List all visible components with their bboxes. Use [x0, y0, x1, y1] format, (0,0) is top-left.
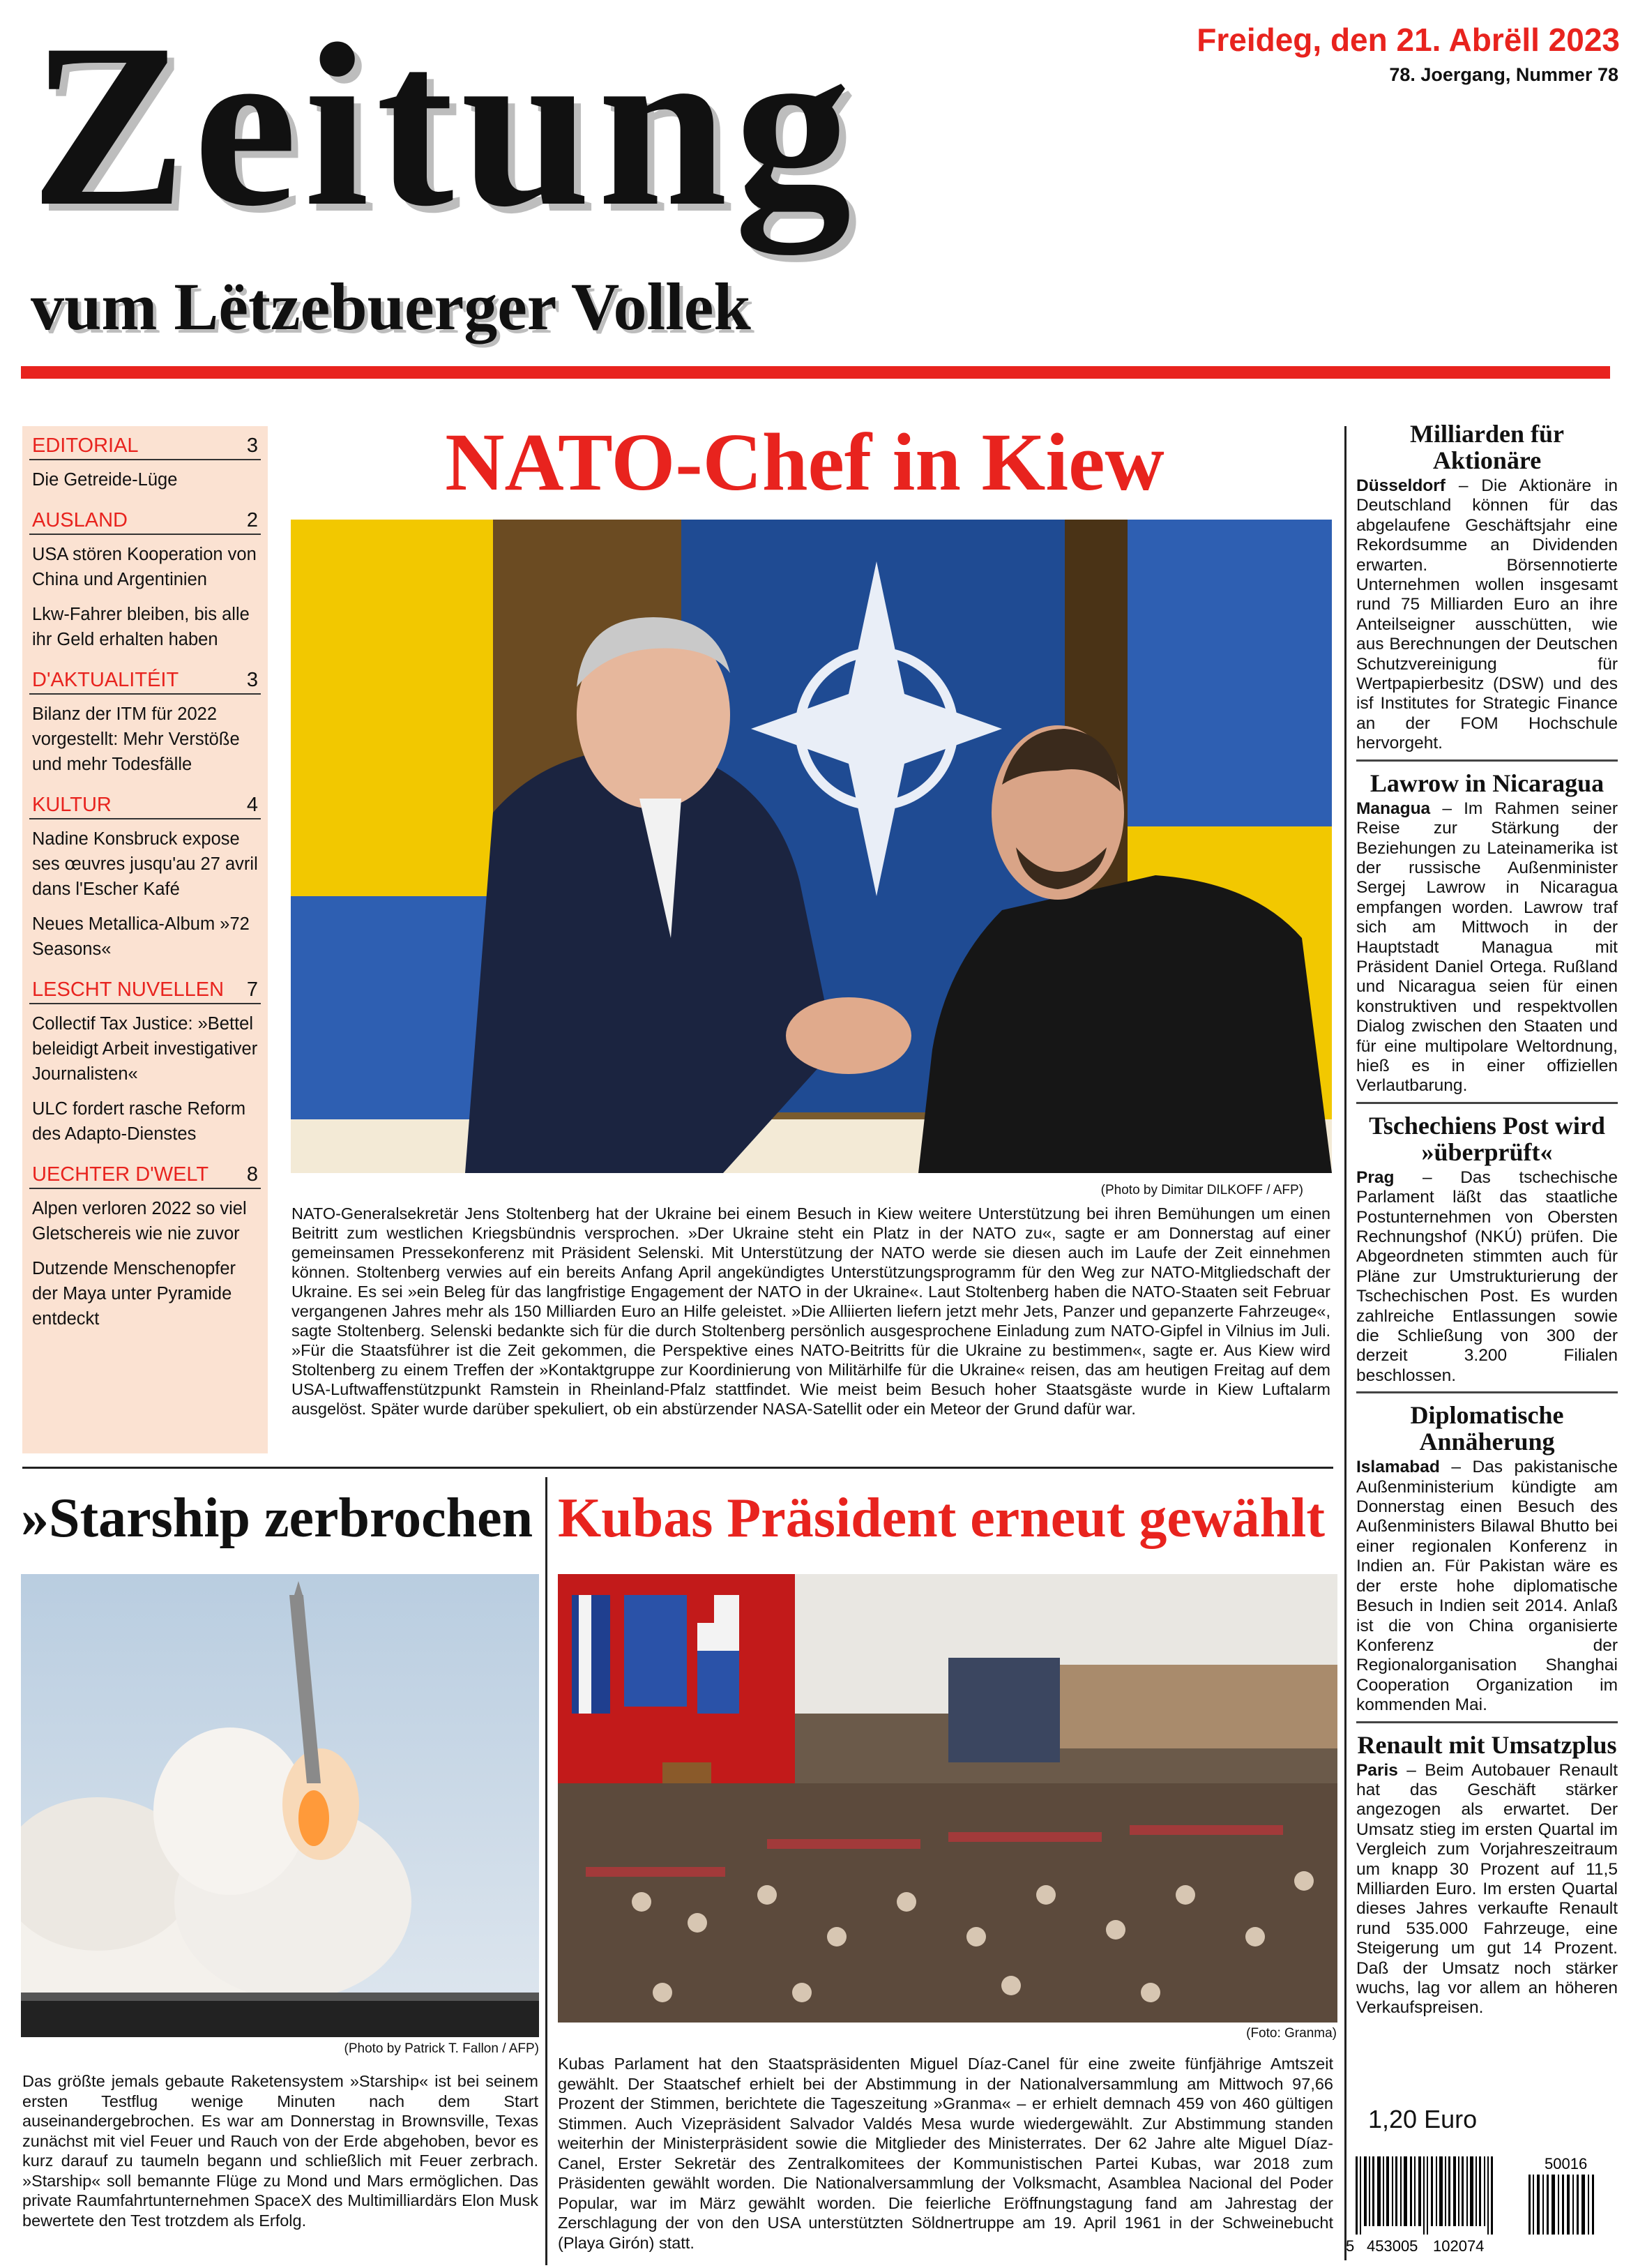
masthead-rule: [21, 366, 1610, 379]
barcode-addon: 50016: [1545, 2155, 1588, 2172]
brief: [1356, 770, 1618, 1104]
index-item[interactable]: Neues Metallica-Album »72 Seasons«: [32, 914, 250, 959]
section-divider: [22, 1467, 1333, 1469]
brief: [1356, 1732, 1618, 2024]
brief-text: [1356, 799, 1618, 1096]
index-page-number: 2: [246, 509, 258, 531]
lead-body: NATO-Generalsekretär Jens Stoltenberg hat der Ukraine bei einem Besuch in Kiew weitere Unterstützung bei ihren Bemühungen um einen Beitritt zum westlichen Kriegsbündnis versprochen. »Der Ukraine steht ein Platz in der NATO zu«, sagte er am Donnerstag auf einer gemeinsamen Pressekonferenz mit Präsident Selenski. Mit Unterstützung der NATO werde sie diesen auch im Laufe der Zeit einnehmen können. Stoltenberg verwies auf ein bereits Anfang April angekündigtes Unterstützungsprogramm für den Weg zur NATO-Mitgliedschaft der Ukraine. Es sei »ein Beleg für das langfristige Engagement der NATO in der Ukraine«. Laut Stoltenberg haben die NATO-Staaten seit Februar vergangenen Jahres mehr als 150 Milliarden Euro an Hilfe geleistet. »Die Alliierten liefern jetzt mehr Jets, Panzer und gepanzerte Fahrzeuge«, sagte Stoltenberg. Selenski bedankte sich für die durch Stoltenberg persönlich ausgesprochene Einladung zum NATO-Gipfel in Vilnius im Juli. »Für die Staatsführer ist die Zeit gekommen, die Perspektive eines NATO-Beitritts für die Ukraine zu bestimmen«, sagte er. Aus Kiew wird Stoltenberg zu einem Treffen der »Kontaktgruppe zur Koordinierung von Militärhilfe für die Ukraine« reisen, das am heutigen Freitag auf dem USA-Luftwaffenstützpunkt Ramstein in Rheinland-Pfalz stattfindet. Wie meist beim Besuch hoher Staatsgäste wurde in Kiew Luftalarm ausgelöst. Später wurde darüber spekuliert, ob ein abstürzender NASA-Satellit oder ein Meteor der Grund dafür war.: [291, 1204, 1330, 1418]
brief-headline[interactable]: Tschechiens Post wird »überprüft«: [1369, 1111, 1605, 1166]
brief-dateline: Düsseldorf: [1356, 476, 1446, 495]
brief-body: – Das pakistanische Außenministerium kündigte am Donnerstag einen Besuch des Außenministers Bilawal Bhutto bei einer regionalen Konferenz in Indien an. Für Pakistan wäre es der erste hohe diplomatische Besuch in Indien seit 2014. Anlaß ist die von China organisierte Konferenz der Regionalorganisation Shanghai Cooperation Organization im kommenden Mai.: [1356, 1458, 1618, 1715]
starship-photo-credit: (Photo by Patrick T. Fallon / AFP): [344, 2041, 539, 2056]
brief-headline[interactable]: Renault mit Umsatzplus: [1357, 1730, 1617, 1759]
barcode-digits-mid: 453005: [1367, 2237, 1418, 2255]
cuba-photo-credit: (Foto: Granma): [1246, 2026, 1337, 2041]
cuba-headline[interactable]: Kubas Präsident erneut gewählt: [558, 1488, 1325, 1549]
index-section-name: UECHTER D'WELT: [32, 1163, 209, 1186]
brief-body: – Das tschechische Parlament läßt das staatliche Postunternehmen von Obersten Rechnungshof (NKÚ) prüfen. Die Abgeordneten stimmten auch für Pläne zur Umstrukturierung der Tschechischen Post. Es wurden zahlreiche Entlassungen sowie die Schließung von 300 der derzeit 3.200 Filialen beschlossen.: [1356, 1167, 1618, 1385]
price: 1,20 Euro: [1368, 2105, 1478, 2133]
index-page-number: 3: [246, 434, 258, 457]
index-section-name: KULTUR: [32, 794, 112, 816]
index-section-head[interactable]: [29, 509, 261, 535]
column-divider: [1344, 426, 1346, 2260]
index-item[interactable]: Dutzende Menschenopfer der Maya unter Pyramide entdeckt: [32, 1259, 236, 1329]
barcode: [1346, 2154, 1614, 2258]
brief: [1356, 421, 1618, 762]
index-section-head[interactable]: [29, 1163, 261, 1189]
brief-body: – Im Rahmen seiner Reise zur Stärkung der Beziehungen zu Lateinamerika ist der russische Außenminister Sergej Lawrow in Nicaragua empfangen worden. Lawrow traf sich am Mittwoch in der Hauptstadt Managua mit Präsident Daniel Ortega. Rußland und Nicaragua seien für einen konstruktiven und respektvollen Dialog zwischen den Staaten und für eine multipolare Weltordnung, hieß es in einer offiziellen Verlautbarung.: [1356, 799, 1618, 1096]
brief-dateline: Islamabad: [1356, 1458, 1440, 1477]
column-divider: [545, 1477, 547, 2265]
index-section-name: LESCHT NUVELLEN: [32, 978, 225, 1001]
index-page-number: 4: [246, 794, 258, 816]
index-section-name: EDITORIAL: [32, 434, 139, 457]
brief-body: – Die Aktionäre in Deutschland können für das abgelaufene Geschäftsjahr eine Rekordsumme an Dividenden erwarten. Börsennotierte Unternehmen wollen insgesamt rund 75 Milliarden Euro an ihre Anteilseigner ausschütten, wie aus Berechnungen der Deutschen Schutzvereinigung für Wertpapierbesitz (DSW) und des isf Institutes for Strategic Finance an der FOM Hochschule hervorgeht.: [1356, 476, 1618, 753]
index-item[interactable]: Alpen verloren 2022 so viel Gletschereis wie nie zuvor: [32, 1199, 247, 1243]
brief-headline[interactable]: Diplomatische Annäherung: [1410, 1401, 1564, 1456]
lead-photo: [291, 520, 1332, 1173]
masthead-subtitle: vum Lëtzebuerger Vollek: [31, 269, 751, 344]
barcode-digit-left: 5: [1346, 2237, 1355, 2255]
index-page-number: 7: [246, 978, 258, 1001]
briefs-column: [1356, 421, 1618, 2032]
index-page-number: 8: [246, 1163, 258, 1186]
index-section-head[interactable]: [29, 669, 261, 695]
index-section-head[interactable]: [29, 434, 261, 460]
index-item[interactable]: ULC fordert rasche Reform des Adapto-Dienstes: [32, 1099, 246, 1144]
issue-number: 78. Joergang, Nummer 78: [1389, 64, 1618, 85]
brief-text: [1356, 1761, 1618, 2018]
starship-photo: [21, 1574, 539, 2037]
index-section-head[interactable]: [29, 978, 261, 1004]
brief: [1356, 1402, 1618, 1723]
index-section-name: AUSLAND: [32, 509, 128, 531]
brief-dateline: Prag: [1356, 1167, 1395, 1187]
index-item[interactable]: USA stören Kooperation von China und Argentinien: [32, 545, 257, 589]
brief-dateline: Managua: [1356, 799, 1431, 818]
brief-body: – Beim Autobauer Renault hat das Geschäft stärker angezogen als erwartet. Der Umsatz stieg im ersten Quartal im Vergleich zum Vorjahreszeitraum um knapp 30 Prozent auf 11,5 Milliarden Euro. Im ersten Quartal dieses Jahres verkaufte Renault rund 535.000 Fahrzeuge, eine Steigerung um gut 14 Prozent. Daß der Umsatz noch stärker wuchs, lag vor allem an höheren Verkaufspreisen.: [1356, 1760, 1618, 2018]
brief-dateline: Paris: [1356, 1760, 1398, 1780]
lead-photo-credit: (Photo by Dimitar DILKOFF / AFP): [1100, 1183, 1303, 1197]
index-section-name: D'AKTUALITÉIT: [32, 669, 179, 691]
index-item[interactable]: Lkw-Fahrer bleiben, bis alle ihr Geld erhalten haben: [32, 605, 250, 649]
index-section-head[interactable]: [29, 794, 261, 819]
index-page-number: 3: [246, 669, 258, 691]
brief: [1356, 1112, 1618, 1393]
index-item[interactable]: Bilanz der ITM für 2022 vorgestellt: Mehr Verstöße und mehr Todesfälle: [32, 704, 240, 774]
starship-body: Das größte jemals gebaute Raketensystem »Starship« ist bei seinem ersten Testflug wenige Minuten nach dem Start auseinandergebrochen. Es war am Donnerstag in Brownsville, Texas zunächst mit viel Feuer und Rauch von der Erde abgehoben, bevor es kurz darauf zu taumeln begann und schließlich mit Feuer zerbrach. »Starship« soll bemannte Flüge zu Mond und Mars ermöglichen. Das private Raumfahrtunternehmen SpaceX des Multimilliardärs Elon Musk bewertete den Test trotzdem als Erfolg.: [22, 2072, 538, 2230]
brief-text: [1356, 476, 1618, 754]
starship-headline[interactable]: »Starship zerbrochen: [21, 1488, 533, 1549]
index-item[interactable]: Die Getreide-Lüge: [32, 470, 178, 490]
index-sidebar: [22, 426, 268, 1453]
cuba-photo: [558, 1574, 1337, 2023]
brief-headline[interactable]: Milliarden für Aktionäre: [1410, 420, 1564, 474]
masthead-title: Zeitung: [31, 0, 858, 255]
brief-text: [1356, 1458, 1618, 1715]
brief-headline[interactable]: Lawrow in Nicaragua: [1370, 769, 1605, 797]
brief-text: [1356, 1168, 1618, 1386]
index-item[interactable]: Collectif Tax Justice: »Bettel beleidigt Arbeit investigativer Journalisten«: [32, 1014, 258, 1084]
issue-date: Freideg, den 21. Abrëll 2023: [1197, 22, 1620, 58]
lead-headline[interactable]: NATO-Chef in Kiew: [445, 416, 1165, 508]
barcode-digits-right: 102074: [1433, 2237, 1485, 2255]
index-item[interactable]: Nadine Konsbruck expose ses œuvres jusqu'au 27 avril dans l'Escher Kafé: [32, 829, 258, 899]
cuba-body: Kubas Parlament hat den Staatspräsidenten Miguel Díaz-Canel für eine zweite fünfjährige Amtszeit gewählt. Der Staatschef erhielt bei der Abstimmung in der Nationalversammlung am Mittwoch 97,66 Prozent der Stimmen, berichtete die Tageszeitung »Granma« – er erhielt demnach 459 von 460 gültigen Stimmen. Auch Vizepräsident Salvador Valdés Mesa wurde wiedergewählt. Zur Abstimmung standen weiterhin der Ministerpräsident sowie die Mitglieder des Ministerrates. Der 62 Jahre alte Miguel Díaz-Canel, Erster Sekretär des Zentralkomitees der Kommunistischen Partei Kubas, war 2018 zum Präsidenten gewählt worden. Die Nationalversammlung der Volksmacht, Asamblea Nacional del Poder Popular, war im März gewählt worden. Die feierliche Eröffnungstagung fand am Jahrestag der Zerschlagung der von den USA unterstützten Söldnertruppe am 19. April 1961 in der Schweinebucht (Playa Girón) statt.: [558, 2055, 1333, 2252]
